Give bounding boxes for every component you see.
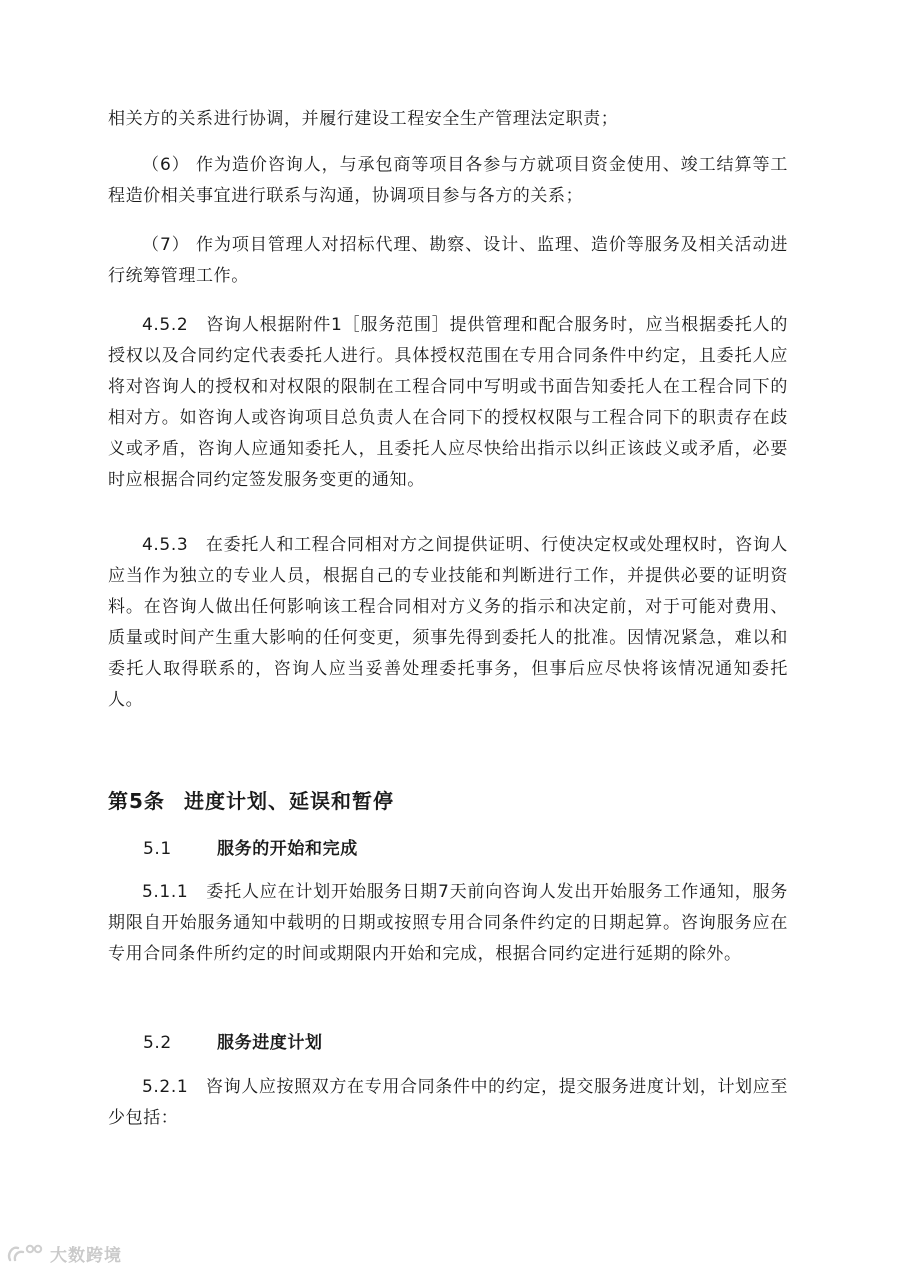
paragraph-item-7: （7） 作为项目管理人对招标代理、勘察、设计、监理、造价等服务及相关活动进行统筹管理工作。 (108, 235, 788, 286)
subsection-number: 5.2 (143, 1033, 172, 1053)
subsection-heading-5-2 (143, 1028, 323, 1058)
subsection-number: 5.1 (143, 839, 172, 859)
paragraph-item-6: （6） 作为造价咨询人，与承包商等项目各参与方就项目资金使用、竣工结算等工程造价相关事宜进行联系与沟通，协调项目参与各方的关系； (108, 155, 788, 206)
subsection-title: 服务进度计划 (217, 1033, 323, 1053)
watermark (6, 1240, 122, 1266)
section-heading-5 (108, 786, 394, 816)
paragraph-5-1-1: 5.1.1 委托人应在计划开始服务日期7天前向咨询人发出开始服务工作通知，服务期限自开始服务通知中载明的日期或按照专用合同条件约定的日期起算。咨询服务应在专用合同条件所约定的时间或期限内开始和完成，根据合同约定进行延期的除外。 (108, 882, 788, 964)
subsection-heading-5-1 (143, 834, 358, 864)
section-number: 第5条 (108, 789, 165, 813)
watermark-text: 大数跨境 (50, 1245, 122, 1266)
paragraph-duties-cont: 相关方的关系进行协调，并履行建设工程安全生产管理法定职责； (108, 109, 619, 129)
paragraph-5-2-1: 5.2.1 咨询人应按照双方在专用合同条件中的约定，提交服务进度计划，计划应至少包括： (108, 1077, 788, 1128)
watermark-logo-icon (6, 1242, 46, 1264)
paragraph-4-5-3: 4.5.3 在委托人和工程合同相对方之间提供证明、行使决定权或处理权时，咨询人应当作为独立的专业人员，根据自己的专业技能和判断进行工作，并提供必要的证明资料。在咨询人做出任何影响该工程合同相对方义务的指示和决定前，对于可能对费用、质量或时间产生重大影响的任何变更，须事先得到委托人的批准。因情况紧急，难以和委托人取得联系的，咨询人应当妥善处理委托事务，但事后应尽快将该情况通知委托人。 (108, 535, 788, 710)
section-title: 进度计划、延误和暂停 (184, 789, 394, 813)
subsection-title: 服务的开始和完成 (217, 839, 358, 859)
paragraph-4-5-2: 4.5.2 咨询人根据附件1［服务范围］提供管理和配合服务时，应当根据委托人的授权以及合同约定代表委托人进行。具体授权范围在专用合同条件中约定，且委托人应将对咨询人的授权和对权限的限制在工程合同中写明或书面告知委托人在工程合同下的相对方。如咨询人或咨询项目总负责人在合同下的授权权限与工程合同下的职责存在歧义或矛盾，咨询人应通知委托人，且委托人应尽快给出指示以纠正该歧义或矛盾，必要时应根据合同约定签发服务变更的通知。 (108, 315, 788, 490)
